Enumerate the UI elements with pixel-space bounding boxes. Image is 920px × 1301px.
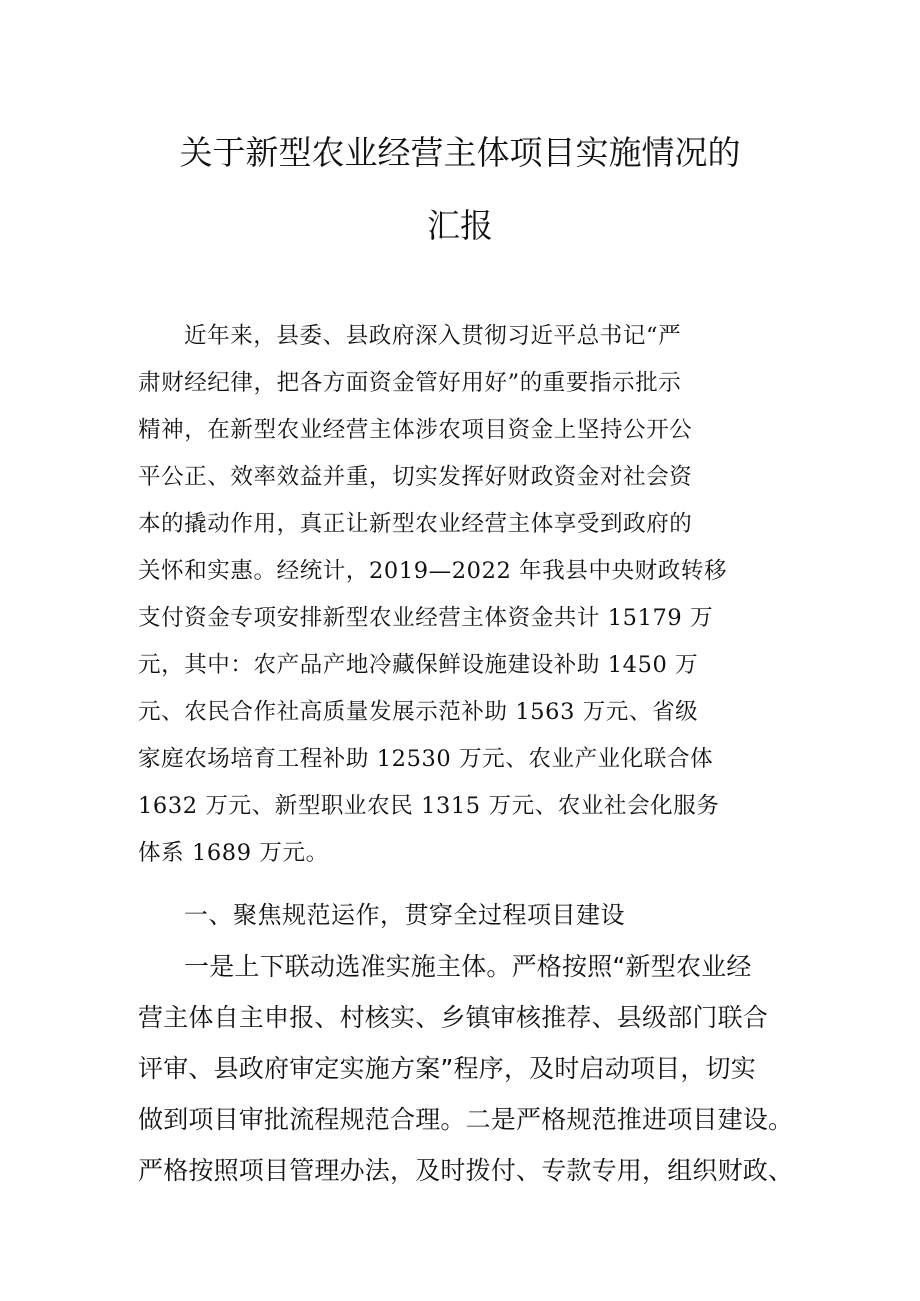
paragraph-1-line: 1632 万元、新型职业农民 1315 万元、农业社会化服务 [138, 793, 720, 819]
paragraph-1-line: 平公正、效率效益并重，切实发挥好财政资金对社会资 [138, 464, 693, 490]
paragraph-1-line: 家庭农场培育工程补助 12530 万元、农业产业化联合体 [138, 746, 714, 772]
paragraph-1-line: 元，其中：农产品产地冷藏保鲜设施建设补助 1450 万 [138, 652, 699, 678]
paragraph-1-line: 关怀和实惠。经统计，2019—2022 年我县中央财政转移 [138, 558, 728, 584]
paragraph-2-line: 严格按照项目管理办法，及时拨付、专款专用，组织财政、 [138, 1156, 794, 1185]
paragraph-1-line: 体系 1689 万元。 [138, 840, 329, 866]
paragraph-1-line: 支付资金专项安排新型农业经营主体资金共计 15179 万 [138, 605, 714, 631]
document-title-line-1: 关于新型农业经营主体项目实施情况的 [179, 133, 741, 172]
paragraph-1-line: 精神，在新型农业经营主体涉农项目资金上坚持公开公 [138, 417, 693, 443]
paragraph-2-line: 一是上下联动选准实施主体。严格按照“新型农业经 [184, 952, 752, 981]
paragraph-2-line: 营主体自主申报、村核实、乡镇审核推荐、县级部门联合 [138, 1003, 769, 1032]
document-title-line-2: 汇报 [427, 206, 493, 245]
paragraph-1-line: 元、农民合作社高质量发展示范补助 1563 万元、省级 [138, 699, 699, 725]
paragraph-1-line: 本的撬动作用，真正让新型农业经营主体享受到政府的 [138, 511, 693, 537]
paragraph-2-line: 做到项目审批流程规范合理。二是严格规范推进项目建设。 [138, 1105, 794, 1134]
paragraph-1-line: 近年来，县委、县政府深入贯彻习近平总书记“严 [184, 323, 682, 349]
paragraph-1-line: 肃财经纪律，把各方面资金管好用好”的重要指示批示 [138, 370, 682, 396]
section-heading: 一、聚焦规范运作，贯穿全过程项目建设 [184, 901, 625, 929]
paragraph-2-line: 评审、县政府审定实施方案”程序，及时启动项目，切实 [138, 1054, 756, 1083]
